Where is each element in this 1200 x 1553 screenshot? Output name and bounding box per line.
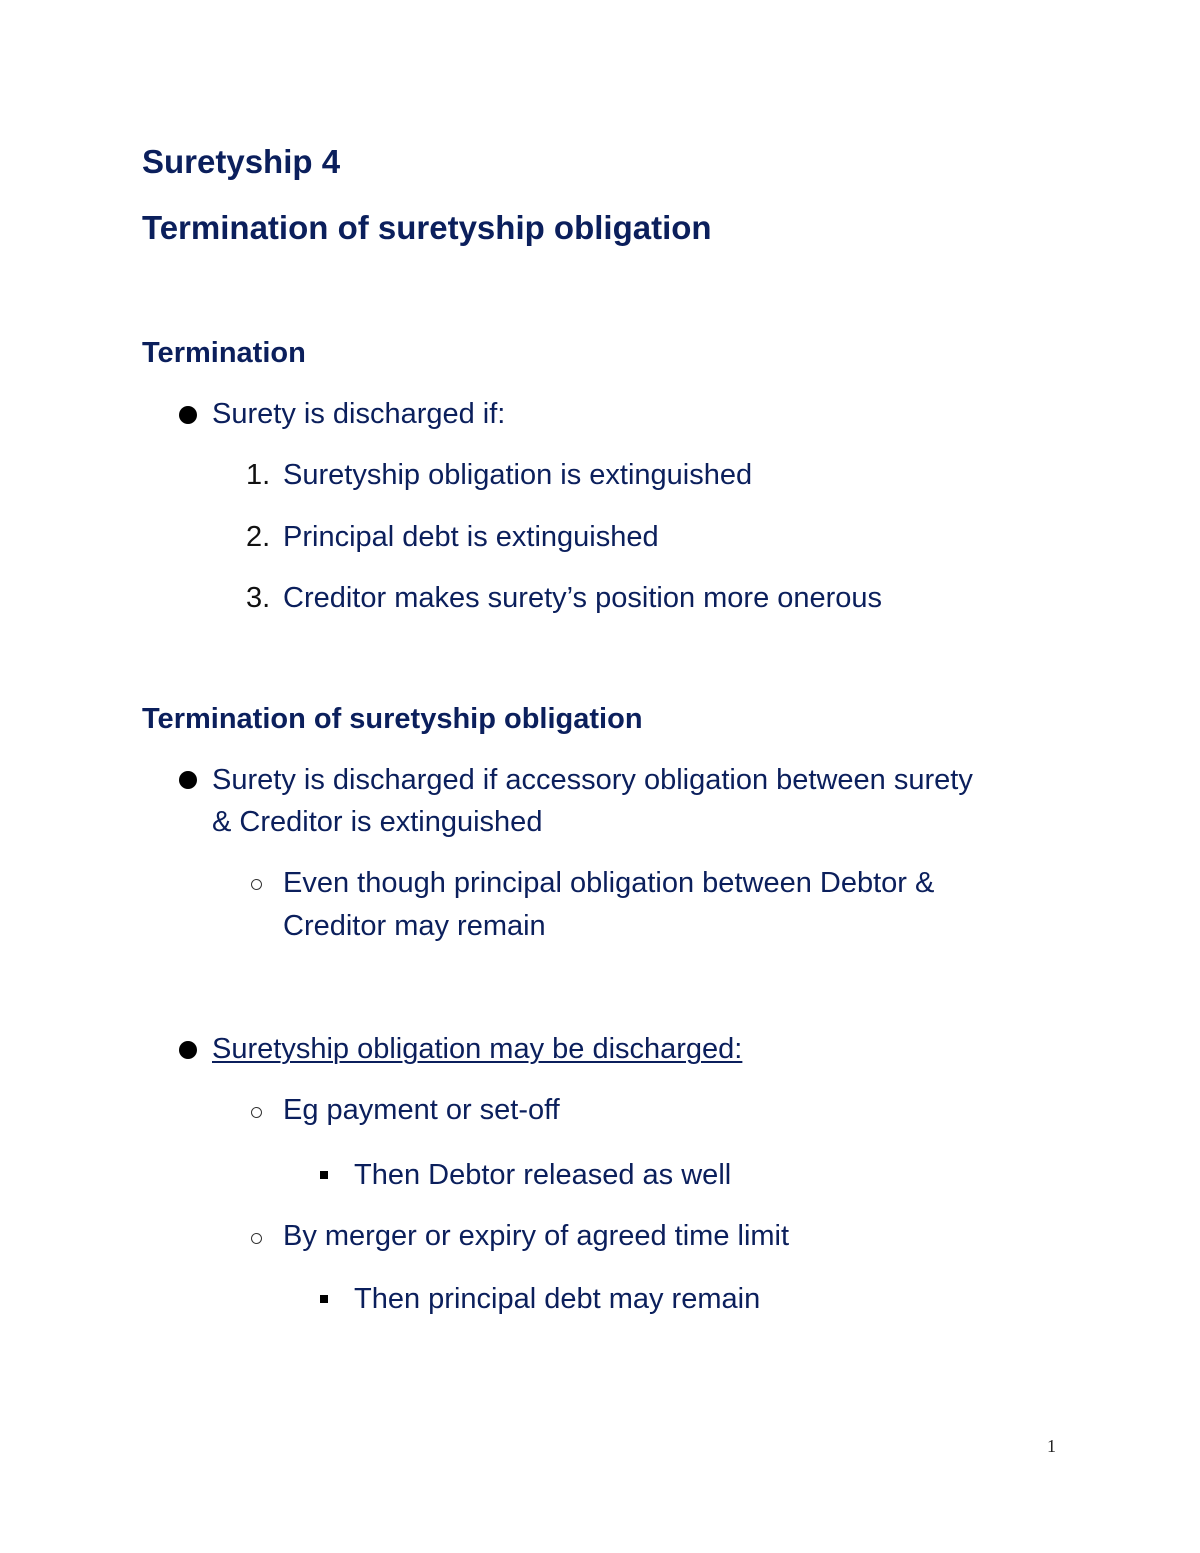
numbered-item: Principal debt is extinguished (283, 521, 659, 553)
list-item-line: & Creditor is extinguished (212, 806, 543, 838)
list-item-line: Surety is discharged if accessory obligation between surety (212, 764, 973, 796)
numbered-item: Creditor makes surety’s position more onerous (283, 582, 883, 614)
list-item: Surety is discharged if: (212, 398, 506, 430)
document-title: Suretyship 4 (142, 143, 341, 180)
list-number: 2. (246, 521, 271, 553)
bullet-disc-icon (179, 771, 197, 789)
sub-item-line: Creditor may remain (283, 910, 546, 942)
document-subtitle: Termination of suretyship obligation (142, 209, 712, 246)
sub-item: By merger or expiry of agreed time limit (283, 1220, 790, 1252)
bullet-disc-icon (179, 1041, 197, 1059)
bullet-disc-icon (179, 406, 197, 424)
sub-sub-item: Then principal debt may remain (354, 1283, 761, 1315)
underlined-list-item: Suretyship obligation may be discharged: (212, 1033, 743, 1065)
list-number: 3. (246, 582, 271, 614)
section-heading-termination: Termination (142, 337, 306, 369)
bullet-circle-icon (251, 1107, 262, 1118)
section-heading-termination-obligation: Termination of suretyship obligation (142, 703, 643, 735)
list-number: 1. (246, 459, 271, 491)
sub-item-line: Even though principal obligation between Debtor & (283, 867, 935, 899)
bullet-circle-icon (251, 1233, 262, 1244)
numbered-item: Suretyship obligation is extinguished (283, 459, 753, 491)
sub-item: Eg payment or set-off (283, 1094, 560, 1126)
sub-sub-item: Then Debtor released as well (354, 1159, 732, 1191)
bullet-square-icon (320, 1295, 328, 1303)
bullet-circle-icon (251, 879, 262, 890)
page-number: 1 (1047, 1436, 1056, 1456)
bullet-square-icon (320, 1171, 328, 1179)
